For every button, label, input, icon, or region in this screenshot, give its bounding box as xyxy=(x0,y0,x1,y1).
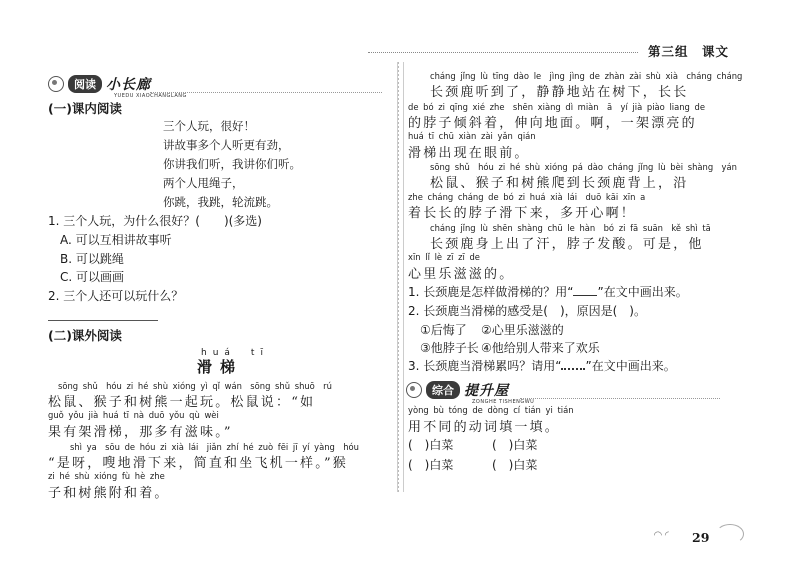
logo-rule xyxy=(520,398,720,399)
section-logo-review xyxy=(406,380,535,405)
logo-subtitle: YUEDU XIAOCHANGLANG xyxy=(114,93,187,99)
option-b: B. 可以跳绳 xyxy=(60,252,124,266)
answer-line[interactable] xyxy=(48,320,158,321)
poem-line: 讲故事多个人听更有劲， xyxy=(163,138,290,152)
logo-title: 提升屋 xyxy=(464,383,509,399)
swirl-decoration xyxy=(716,524,744,544)
option-a: A. 可以互相讲故事听 xyxy=(60,233,172,247)
pinyin-line: sōng shǔ hóu zi hé shù xióng pá dào cháng jǐng lù bèi shàng yán xyxy=(430,162,737,172)
option-1: ①后悔了 xyxy=(420,323,467,337)
story-line: 着长长的脖子滑下来，多开心啊！ xyxy=(408,206,637,221)
fill-item[interactable]: ( )白菜 xyxy=(408,438,454,452)
story-line: 长颈鹿身上出了汗，脖子发酸。可是，他 xyxy=(430,237,704,252)
mascot-icon xyxy=(48,76,64,92)
section-title-extra: (二)课外阅读 xyxy=(48,328,122,343)
fill-item[interactable]: ( )白菜 xyxy=(408,458,454,472)
story-line: 松鼠、猴子和树熊一起玩。松鼠说：“如 xyxy=(48,395,316,410)
question-r1-text: 1. 长颈鹿是怎样做滑梯的？用“ xyxy=(408,285,574,299)
pinyin-line: xīn lǐ lè zī zī de xyxy=(408,252,480,262)
question-r3-text: 3. 长颈鹿当滑梯累吗？请用“ xyxy=(408,359,562,373)
story-line: 子和树熊附和着。 xyxy=(48,486,170,501)
poem-line: 你讲我们听，我讲你们听。 xyxy=(163,157,301,171)
pinyin-line: cháng jǐng lù tīng dào le jìng jìng de zhàn zài shù xià cháng cháng xyxy=(430,71,743,81)
story-title: 滑梯 xyxy=(197,358,244,376)
pinyin-line: sōng shǔ hóu zi hé shù xióng yì qǐ wán sōng shǔ shuō rú xyxy=(58,381,332,391)
question-r1 xyxy=(408,283,688,300)
story-line: 松鼠、猴子和树熊爬到长颈鹿背上，沿 xyxy=(430,176,689,191)
logo-subtitle: ZONGHE TISHENGWU xyxy=(472,399,535,405)
story-title-pinyin: huá tī xyxy=(201,348,269,358)
question-r2: 2. 长颈鹿当滑梯的感受是( )，原因是( )。 xyxy=(408,304,646,318)
poem-line: 你跳，我跳，轮流跳。 xyxy=(163,195,278,209)
fill-item[interactable]: ( )白菜 xyxy=(492,438,538,452)
option-3: ③他脖子长 xyxy=(420,341,479,355)
pinyin-line: guǒ yǒu jià huá tī nà duō yǒu qù wèi xyxy=(48,410,219,420)
option-c: C. 可以画画 xyxy=(60,270,125,284)
story-line: 的脖子倾斜着，伸向地面。啊，一架漂亮的 xyxy=(408,116,697,131)
pinyin-line: shì ya sōu de hóu zi xià lái jiǎn zhí hé zuò fēi jī yí yàng hóu xyxy=(70,442,359,452)
story-line: 心里乐滋滋的。 xyxy=(408,267,515,282)
header-rule xyxy=(368,52,638,53)
poem-line: 三个人玩，很好！ xyxy=(163,119,255,133)
straight-line-mark xyxy=(573,285,597,296)
question-r1-text-end: ”在文中画出来。 xyxy=(597,285,688,299)
decoration-icon: ◜◝ ◜ xyxy=(654,530,669,541)
story-line: “是呀，嗖地滑下来，简直和坐飞机一样。”猴 xyxy=(48,456,348,471)
question-2: 2. 三个人还可以玩什么？ xyxy=(48,289,184,303)
poem-line: 两个人甩绳子， xyxy=(163,176,244,190)
poem xyxy=(163,117,301,212)
logo-title: 小长廊 xyxy=(106,77,151,93)
page-number: 29 xyxy=(692,530,710,545)
pinyin-line: zhe cháng cháng de bó zi huá xià lái duō kāi xīn a xyxy=(408,192,646,202)
wavy-line-mark xyxy=(561,358,585,370)
question-r3 xyxy=(408,357,676,374)
question-1: 1. 三个人玩，为什么很好？( )(多选) xyxy=(48,214,262,228)
section-logo-reading xyxy=(48,74,187,99)
story-line: 长颈鹿听到了，静静地站在树下，长长 xyxy=(430,85,689,100)
pinyin-line: huá tī chū xiàn zài yǎn qián xyxy=(408,131,536,141)
logo-rule xyxy=(150,92,382,93)
unit-header: 第三组 课文 xyxy=(648,44,730,59)
option-4: ④他给别人带来了欢乐 xyxy=(481,341,600,355)
pinyin-line: zi hé shù xióng fù hè zhe xyxy=(48,471,165,481)
pinyin-line: de bó zi qīng xié zhe shēn xiàng dì miàn ā yí jià piào liang de xyxy=(408,102,705,112)
logo-badge: 综合 xyxy=(426,381,460,399)
question-r3-text-end: ”在文中画出来。 xyxy=(585,359,676,373)
option-2: ②心里乐滋滋的 xyxy=(481,323,564,337)
story-line: 果有架滑梯，那多有滋味。” xyxy=(48,425,233,440)
instruction: 用不同的动词填一填。 xyxy=(408,420,561,435)
section-title-in-class: (一)课内阅读 xyxy=(48,101,122,116)
pinyin-line: yòng bù tóng de dòng cí tián yi tián xyxy=(408,405,574,415)
logo-badge: 阅读 xyxy=(68,75,102,93)
mascot-icon xyxy=(406,382,422,398)
column-divider xyxy=(397,62,404,492)
fill-item[interactable]: ( )白菜 xyxy=(492,458,538,472)
story-line: 滑梯出现在眼前。 xyxy=(408,146,530,161)
pinyin-line: cháng jǐng lù shēn shàng chū le hàn bó zi fā suān kě shì tā xyxy=(430,223,711,233)
